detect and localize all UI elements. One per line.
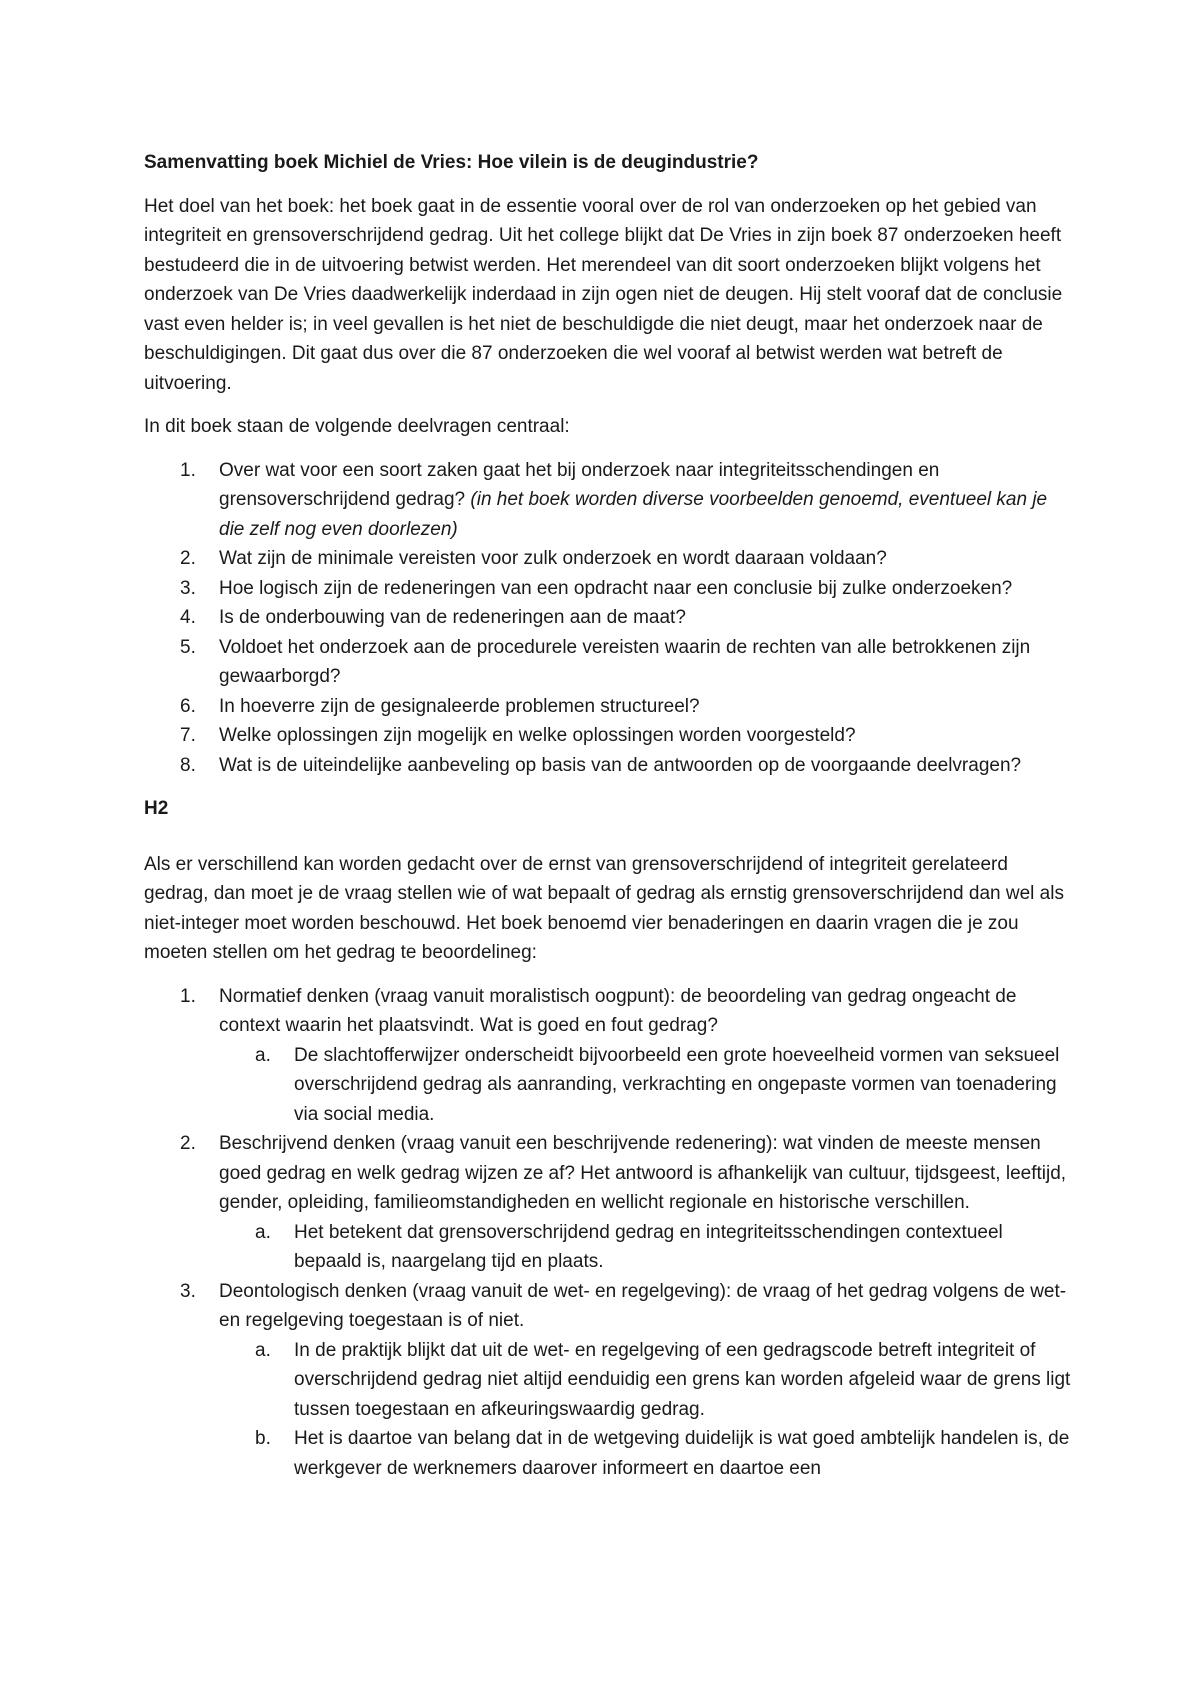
list-number: 2.: [180, 1133, 196, 1154]
list-item: [144, 603, 1074, 633]
list-text: Wat zijn de minimale vereisten voor zulk onderzoek en wordt daaraan voldaan?: [219, 548, 887, 569]
list-number: 2.: [180, 548, 196, 569]
deelvragen-list: [144, 456, 1074, 781]
list-text: Voldoet het onderzoek aan de procedurele vereisten waarin de rechten van alle betrokkenen zijn gewaarborgd?: [219, 636, 1031, 687]
sub-list-item: [219, 1041, 1074, 1130]
sub-list-text: Het is daartoe van belang dat in de wetgeving duidelijk is wat goed ambtelijk handelen is, de werkgever de werknemers daarover informeert en daartoe een: [294, 1428, 1070, 1479]
document-content: [144, 148, 1074, 1483]
list-text: Wat is de uiteindelijke aanbeveling op basis van de antwoorden op de voorgaande deelvragen?: [219, 754, 1022, 776]
sub-list-item: [219, 1424, 1074, 1483]
list-number: 1.: [180, 985, 196, 1007]
list-text: Hoe logisch zijn de redeneringen van een opdracht naar een conclusie bij zulke onderzoeken?: [219, 577, 1013, 599]
document-title: Samenvatting boek Michiel de Vries: Hoe vilein is de deugindustrie?: [144, 152, 759, 173]
list-text: Normatief denken (vraag vanuit moralistisch oogpunt): de beoordeling van gedrag ongeacht de context waarin het plaatsvindt. Wat is goed en fout gedrag?: [219, 985, 1017, 1036]
list-number: 8.: [180, 754, 196, 776]
list-text: Is de onderbouwing van de redeneringen aan de maat?: [219, 607, 686, 628]
sub-list-letter: a.: [255, 1221, 271, 1243]
sub-list-text: De slachtofferwijzer onderscheidt bijvoorbeeld een grote hoeveelheid vormen van seksueel overschrijdend gedrag als aanranding, verkrachting en ongepaste vormen van toenadering via social media.: [294, 1044, 1060, 1125]
sub-list-letter: b.: [255, 1428, 271, 1449]
list-item: [144, 544, 1074, 574]
list-item: [144, 1277, 1074, 1484]
list-item: [144, 1129, 1074, 1277]
sub-list: [219, 1218, 1074, 1277]
list-text: Deontologisch denken (vraag vanuit de wet- en regelgeving): de vraag of het gedrag volgens de wet- en regelgeving toegestaan is of niet.: [219, 1280, 1067, 1331]
list-text: Welke oplossingen zijn mogelijk en welke oplossingen worden voorgesteld?: [219, 725, 856, 746]
list-number: 7.: [180, 725, 196, 746]
list-item: [144, 982, 1074, 1130]
list-number: 3.: [180, 1280, 196, 1302]
sub-list-letter: a.: [255, 1339, 271, 1361]
list-number: 4.: [180, 607, 196, 628]
sub-list: [219, 1041, 1074, 1130]
list-item: [144, 574, 1074, 604]
list-number: 5.: [180, 636, 196, 658]
list-text: Beschrijvend denken (vraag vanuit een beschrijvende redenering): wat vinden de meeste mensen goed gedrag en welk gedrag wijzen ze af? Het antwoord is afhankelijk van cultuur, tijdsgeest, leeftijd, gender, opleiding, familieomstandigheden en wellicht regionale en historische verschillen.: [219, 1133, 1067, 1213]
list-text: Over wat voor een soort zaken gaat het bij onderzoek naar integriteitsschendingen en grensoverschrijdend gedrag?: [219, 459, 940, 510]
list-item: [144, 633, 1074, 692]
list-item: [144, 721, 1074, 751]
list-number: 3.: [180, 577, 196, 599]
benaderingen-list: [144, 982, 1074, 1484]
sub-list-letter: a.: [255, 1044, 271, 1066]
sub-list: [219, 1336, 1074, 1484]
sub-list-text: Het betekent dat grensoverschrijdend gedrag en integriteitsschendingen contextueel bepaald is, naargelang tijd en plaats.: [294, 1221, 1003, 1272]
deelvragen-intro: In dit boek staan de volgende deelvragen centraal:: [144, 416, 570, 437]
list-item: [144, 751, 1074, 781]
list-italic-note: (in het boek worden diverse voorbeelden genoemd, eventueel kan je die zelf nog even doorlezen): [219, 489, 1048, 540]
list-text: In hoeverre zijn de gesignaleerde problemen structureel?: [219, 695, 700, 717]
intro-paragraph: Het doel van het boek: het boek gaat in de essentie vooral over de rol van onderzoeken op het gebied van integriteit en grensoverschrijdend gedrag. Uit het college blijkt dat De Vries in zijn boek 87 onderzoeken heeft bestudeerd die in de uitvoering betwist werden. Het merendeel van dit soort onderzoeken blijkt volgens het onderzoek van De Vries daadwerkelijk inderdaad in zijn ogen niet de deugen. Hij stelt vooraf dat de conclusie vast even helder is; in veel gevallen is het niet de beschuldigde die niet deugt, maar het onderzoek naar de beschuldigingen. Dit gaat dus over die 87 onderzoeken die wel vooraf al betwist werden wat betreft de uitvoering.: [144, 195, 1063, 394]
h2-paragraph: Als er verschillend kan worden gedacht over de ernst van grensoverschrijdend of integriteit gerelateerd gedrag, dan moet je de vraag stellen wie of wat bepaalt of gedrag als ernstig grensoverschrijdend dan wel als niet-integer moet worden beschouwd. Het boek benoemd vier benaderingen en daarin vragen die je zou moeten stellen om het gedrag te beoordelineg:: [144, 853, 1064, 963]
sub-list-item: [219, 1336, 1074, 1425]
list-item: [144, 456, 1074, 545]
list-item: [144, 692, 1074, 722]
sub-list-text: In de praktijk blijkt dat uit de wet- en regelgeving of een gedragscode betreft integriteit of overschrijdend gedrag niet altijd eenduidig een grens kan worden afgeleid waar de grens ligt tussen toegestaan en afkeuringswaardig gedrag.: [294, 1339, 1071, 1420]
list-number: 1.: [180, 459, 196, 481]
list-number: 6.: [180, 695, 196, 717]
sub-list-item: [219, 1218, 1074, 1277]
section-heading-h2: H2: [144, 798, 169, 819]
